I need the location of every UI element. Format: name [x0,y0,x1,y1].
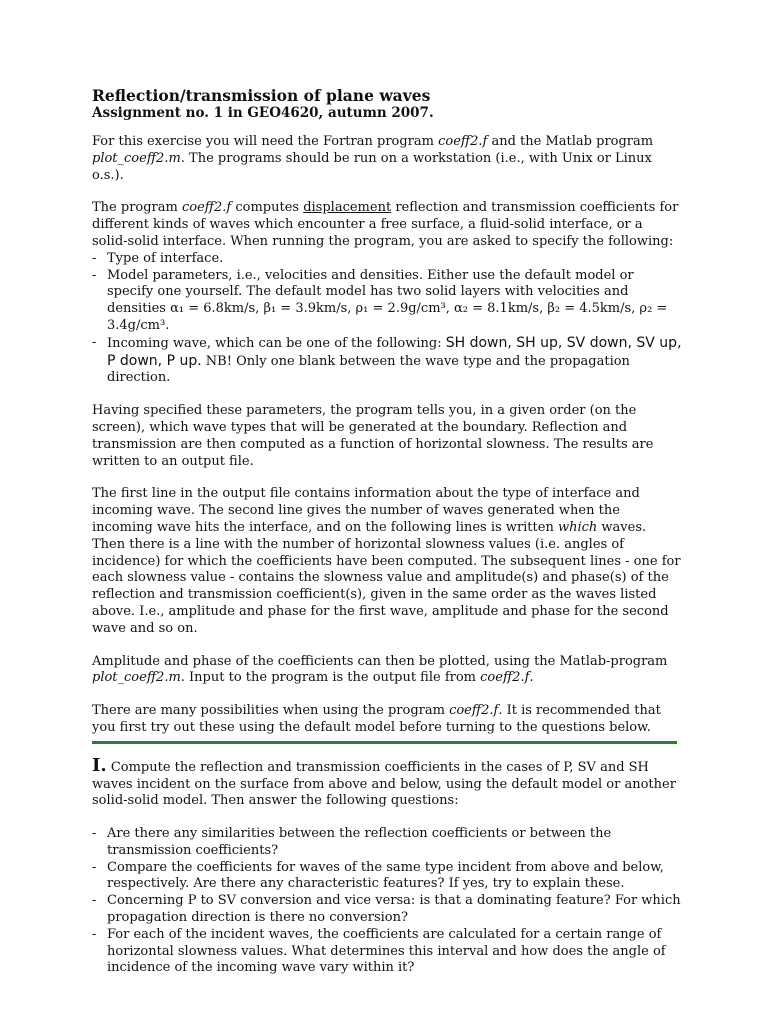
intro-text-2: and the Matlab program [487,134,654,149]
matlab-program-name: plot_coeff2.m [92,670,181,686]
section-divider [92,741,677,744]
section-1-text: Compute the reflection and transmission coefficients in the cases of P, SV and SH waves incident on the surface from above and below, using the default model or another solid-solid model. Then answer the following questions: [92,759,676,809]
list-item: - Compare the coefficients for waves of the same type incident from above and below, respectively. Are there any characteristic features? If yes, try to explain these. [92,860,682,894]
program-name: coeff2.f [449,703,499,719]
plot-text-2: . Input to the program is the output file from [180,670,481,686]
matlab-program-name: plot_coeff2.m [92,150,181,166]
list-item: - Are there any similarities between the reflection coefficients or between the transmission coefficients? [92,826,682,860]
possibilities-text-2: . It is recommended that you first try out these using the default model before turning to the questions below. [92,703,661,735]
list-item: - For each of the incident waves, the coefficients are calculated for a certain range of horizontal slowness values. What determines this interval and how does the angle of incidence of the incoming wave vary within it? [92,927,682,977]
output-text-2: waves. Then there is a line with the number of horizontal slowness values (i.e. angles of incidence) for which the coefficients have been computed. The subsequent lines - one for each slowness value - contains the slowness value and amplitude(s) and phase(s) of the reflection and transmission coefficient(s), given in the same order as the waves listed above. I.e., amplitude and phase for the first wave, amplitude and phase for the second wave and so on. [92,519,681,636]
fortran-program-name: coeff2.f [480,670,530,686]
output-file-paragraph [92,486,682,637]
program-name: coeff2.f [181,200,232,216]
fortran-program-name: coeff2.f [438,134,488,149]
document-page [92,86,682,993]
section-1-intro [92,754,682,810]
specification-list [92,251,682,387]
program-text-1: The program [92,200,182,216]
incoming-wave-text: Incoming wave, which can be one of the following: [107,335,446,351]
list-item: - Concerning P to SV conversion and vice versa: is that a dominating feature? For which propagation direction is there no conversion? [92,893,682,927]
intro-text-1: For this exercise you will need the Fortran program [92,134,439,149]
plot-text-3: . [529,670,534,686]
document-title: Reflection/transmission of plane waves [92,86,431,105]
output-text-1: The first line in the output file contains information about the type of interface and incoming wave. The second line gives the number of waves generated when the incoming wave hits the interface, and on the following lines is written [92,486,640,535]
questions-list [92,826,682,977]
model-params-text: Model parameters, i.e., velocities and densities. Either use the default model or specify one yourself. The default model has two solid layers with velocities and densities [107,267,634,317]
underlined-displacement: displacement [303,200,392,216]
wave-note: NB! Only one blank between the wave type and the propagation direction. [107,353,630,386]
intro-text-3: . The programs should be run on a workstation (i.e., with Unix or Linux o.s.). [92,150,652,183]
plot-text-1: Amplitude and phase of the coefficients can then be plotted, using the Matlab-program [92,653,668,669]
wave-options: SH down, SH up, SV down, SV up, P down, P up. [107,334,682,369]
possibilities-paragraph [92,703,682,737]
specified-paragraph: Having specified these parameters, the program tells you, in a given order (on the screen), which wave types that will be generated at the boundary. Reflection and transmission are then computed as a function of horizontal slowness. The results are written to an output file. [92,403,654,469]
list-item [92,268,682,335]
default-model-values: α₁ = 6.8km/s, β₁ = 3.9km/s, ρ₁ = 2.9g/cm³, α₂ = 8.1km/s, β₂ = 4.5km/s, ρ₂ = 3.4g/cm³. [107,301,668,333]
section-numeral: I. [92,754,107,776]
possibilities-text-1: There are many possibilities when using the program [92,703,450,719]
program-text-2: computes [231,200,304,216]
plot-paragraph [92,654,682,688]
document-subtitle: Assignment no. 1 in GEO4620, autumn 2007. [92,105,434,121]
list-item: - Type of interface. [92,251,682,268]
which-emphasis: which [557,519,598,535]
program-text-3: reflection and transmission coefficients for different kinds of waves which encounter a free surface, a fluid-solid interface, or a solid-solid interface. When running the program, you are asked to specify the following: [92,200,679,249]
list-item [92,335,682,387]
intro-paragraph [92,134,682,184]
program-paragraph [92,200,682,250]
